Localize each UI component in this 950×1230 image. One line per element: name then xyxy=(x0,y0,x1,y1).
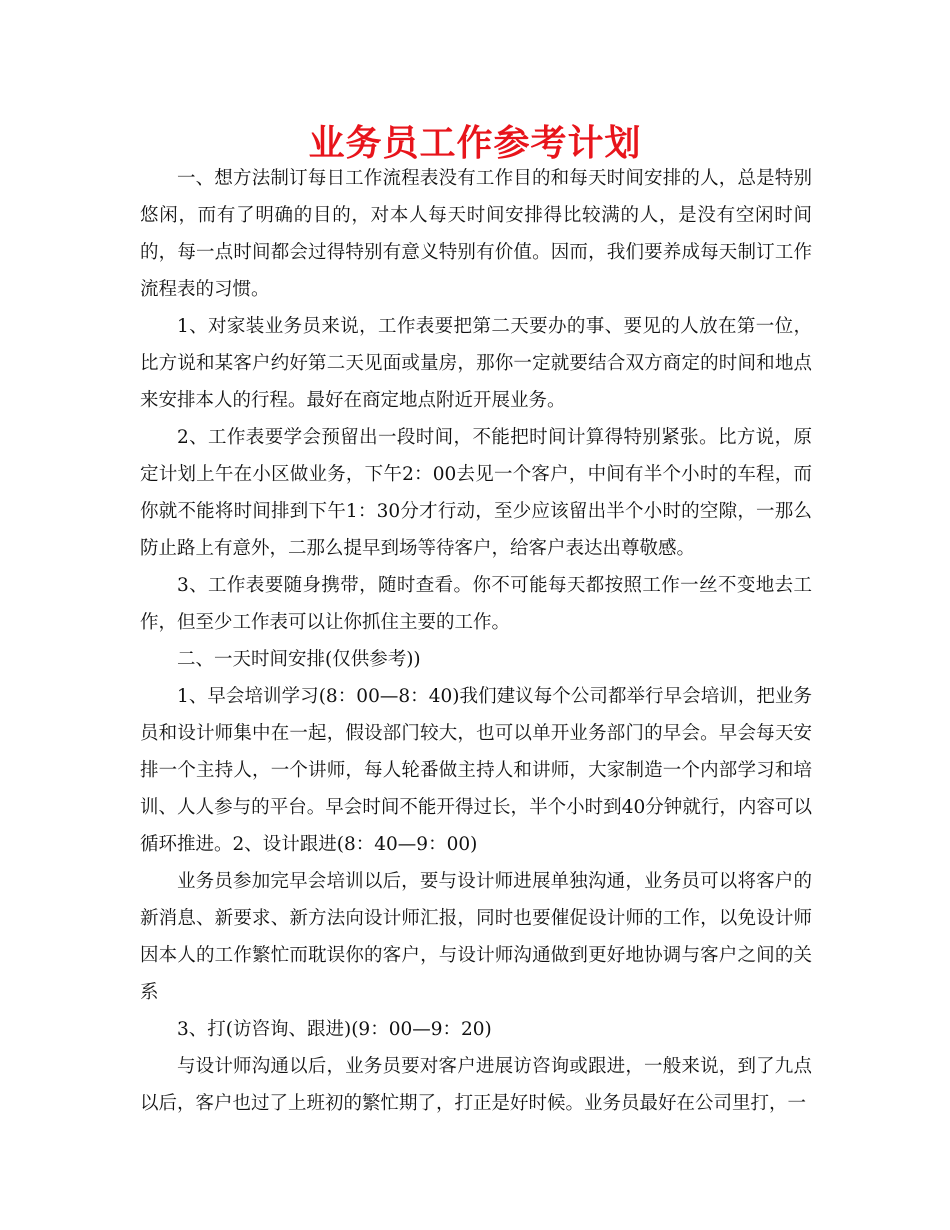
document-body xyxy=(140,160,812,1122)
paragraph: 3、工作表要随身携带，随时查看。你不可能每天都按照工作一丝不变地去工作，但至少工作表可以让你抓住主要的工作。 xyxy=(140,575,812,633)
paragraph: 与设计师沟通以后，业务员要对客户进展访咨询或跟进，一般来说，到了九点以后，客户也过了上班初的繁忙期了，打正是好时候。业务员最好在公司里打，一 xyxy=(140,1056,812,1114)
paragraph: 1、早会培训学习(8：00—8：40)我们建议每个公司都举行早会培训，把业务员和设计师集中在一起，假设部门较大，也可以单开业务部门的早会。早会每天安排一个主持人，一个讲师，每人轮番做主持人和讲师，大家制造一个内部学习和培训、人人参与的平台。早会时间不能开得过长，半个小时到40分钟就行，内容可以循环推进。2、设计跟进(8：40—9：00) xyxy=(140,686,812,855)
paragraph: 3、打(访咨询、跟进)(9：00—9：20) xyxy=(177,1019,492,1040)
paragraph: 一、想方法制订每日工作流程表没有工作目的和每天时间安排的人，总是特别悠闲，而有了明确的目的，对本人每天时间安排得比较满的人，是没有空闲时间的，每一点时间都会过得特别有意义特别有价值。因而，我们要养成每天制订工作流程表的习惯。 xyxy=(140,168,812,300)
document-title: 业务员工作参考计划 xyxy=(308,123,642,164)
paragraph: 1、对家装业务员来说，工作表要把第二天要办的事、要见的人放在第一位，比方说和某客户约好第二天见面或量房，那你一定就要结合双方商定的时间和地点来安排本人的行程。最好在商定地点附近开展业务。 xyxy=(140,316,812,411)
section-heading: 二、一天时间安排(仅供参考)) xyxy=(177,649,421,670)
paragraph: 业务员参加完早会培训以后，要与设计师进展单独沟通，业务员可以将客户的新消息、新要求、新方法向设计师汇报，同时也要催促设计师的工作，以免设计师因本人的工作繁忙而耽误你的客户，与设计师沟通做到更好地协调与客户之间的关系 xyxy=(140,871,812,1003)
paragraph: 2、工作表要学会预留出一段时间，不能把时间计算得特别紧张。比方说，原定计划上午在小区做业务，下午2：00去见一个客户，中间有半个小时的车程，而你就不能将时间排到下午1：30分才行动，至少应该留出半个小时的空隙，一那么防止路上有意外，二那么提早到场等待客户，给客户表达出尊敬感。 xyxy=(140,427,812,559)
